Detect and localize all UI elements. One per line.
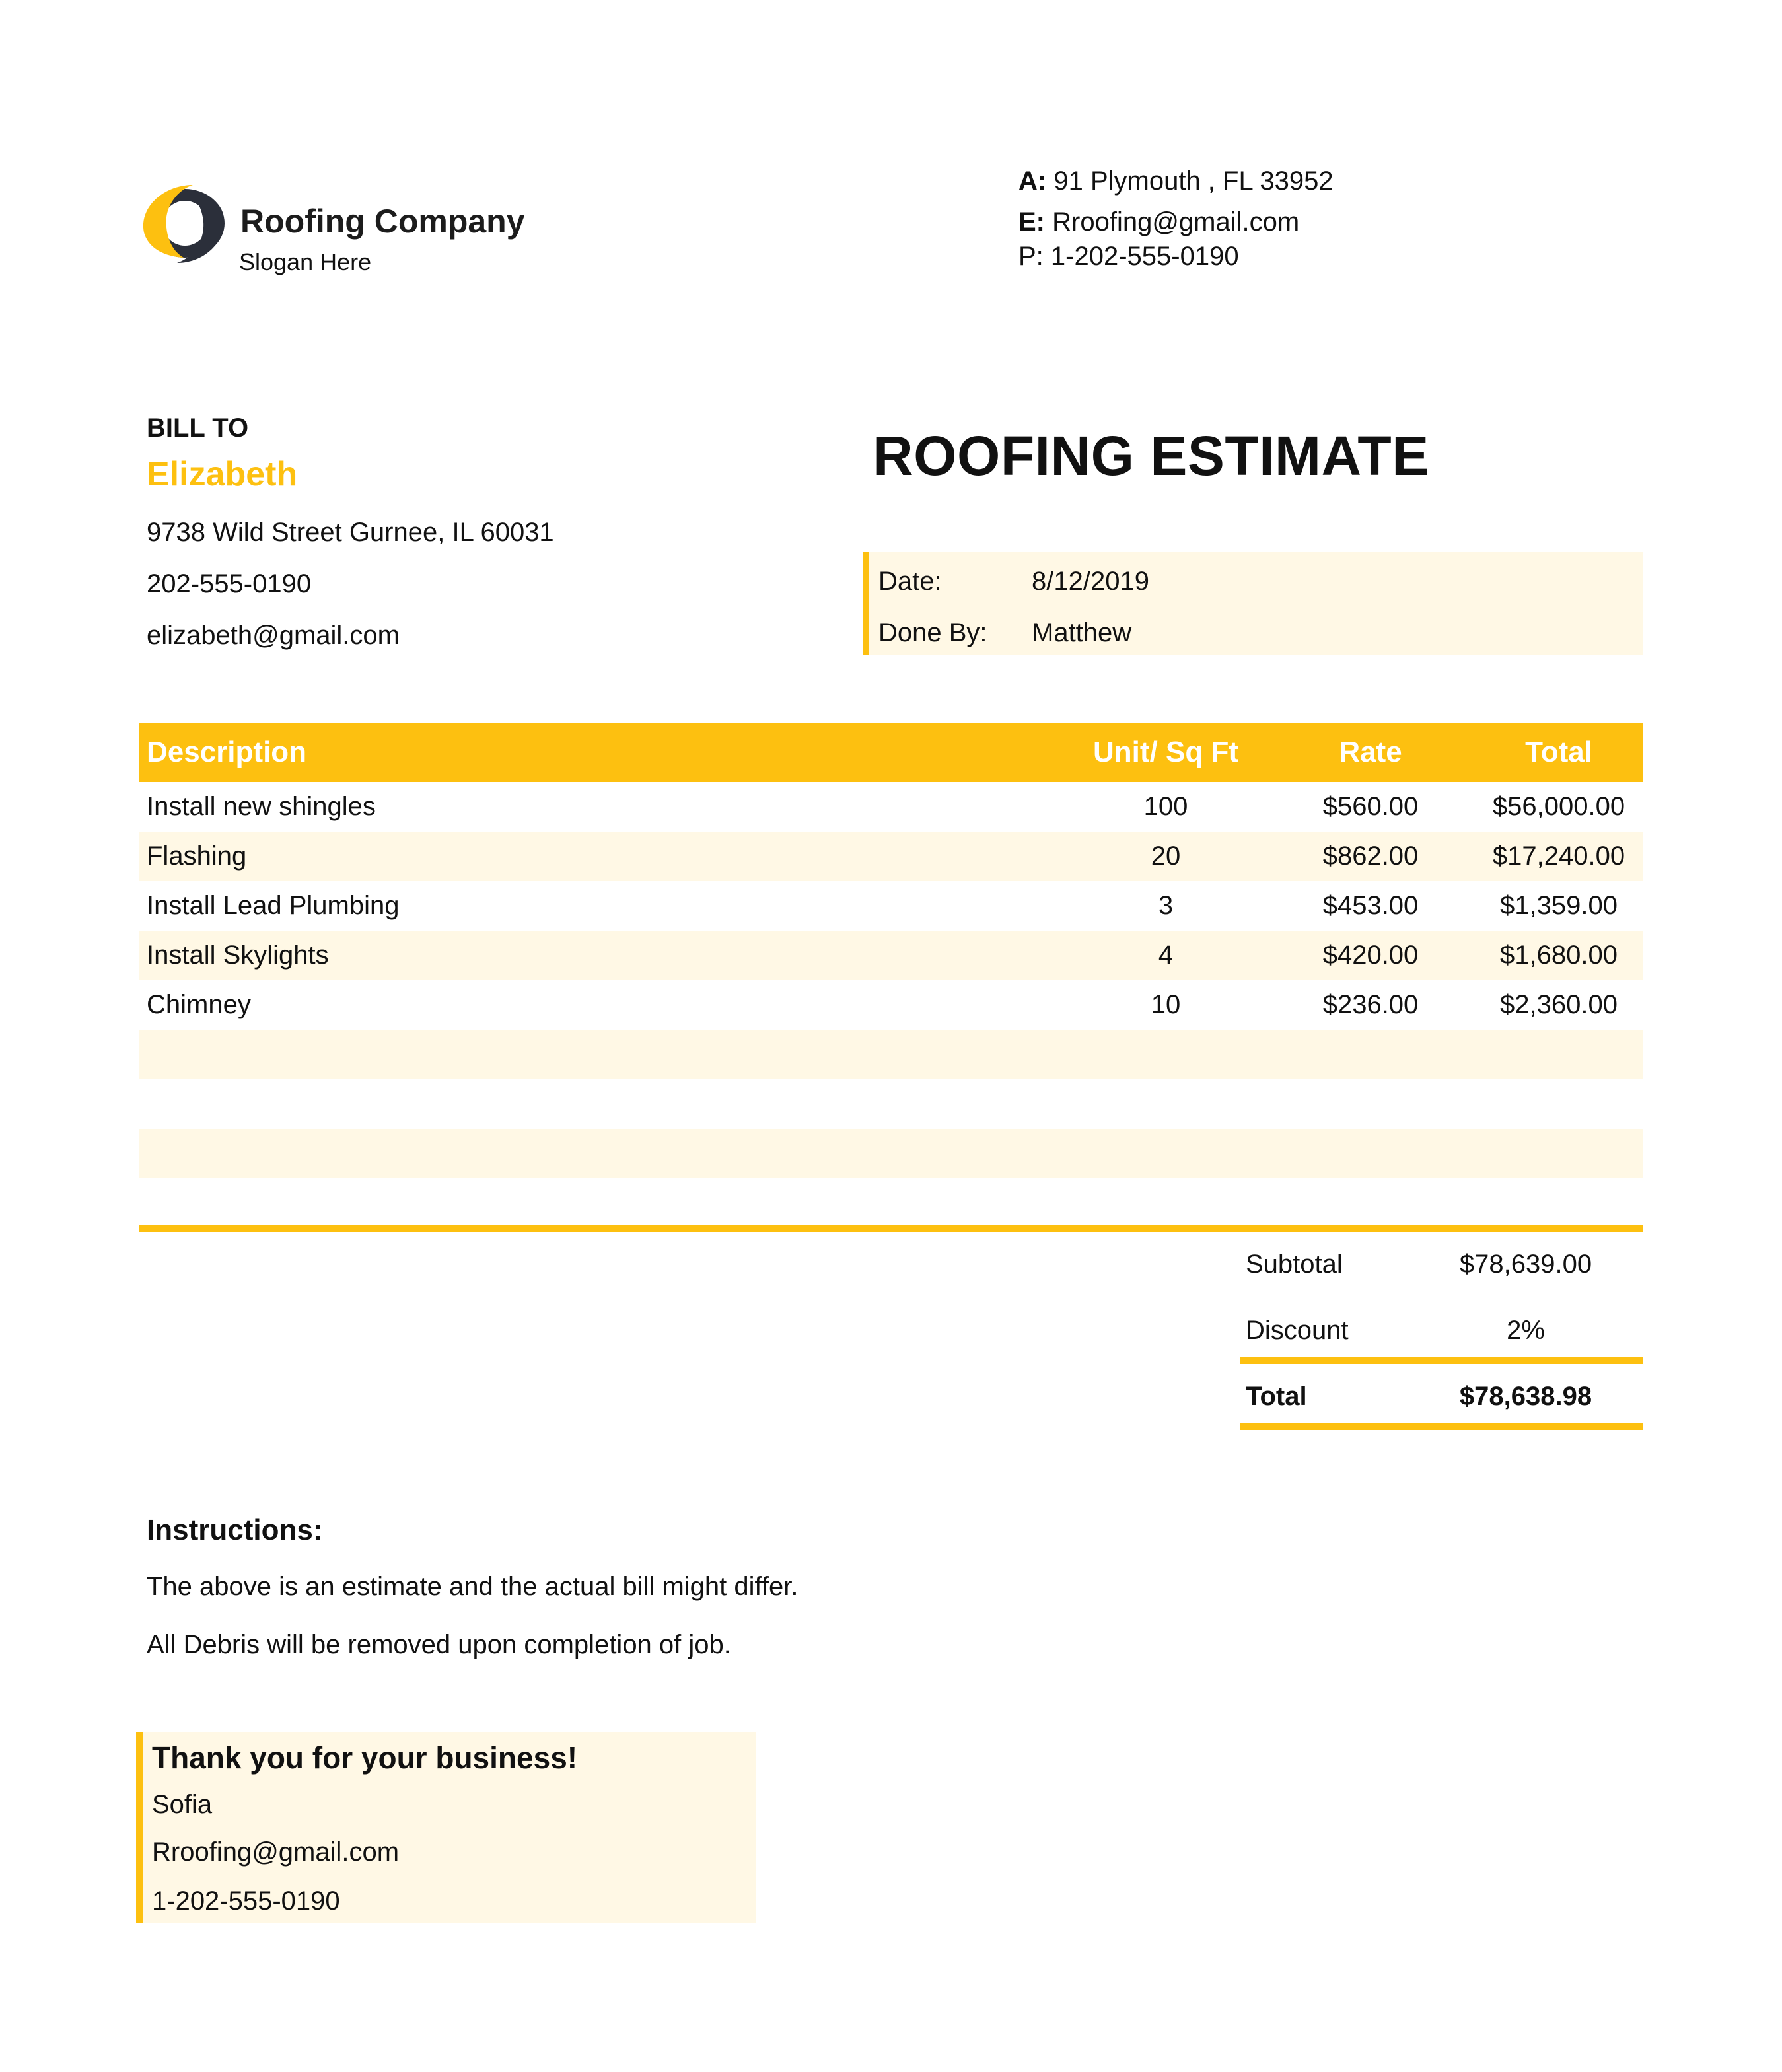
row-units: 20 — [1151, 841, 1181, 871]
instructions-heading: Instructions: — [147, 1514, 323, 1546]
row-rate: $420.00 — [1322, 941, 1419, 970]
row-description: Install Skylights — [147, 941, 329, 970]
company-email — [1018, 207, 1299, 237]
totals-bottom-rule — [1240, 1423, 1643, 1430]
company-address — [1018, 166, 1334, 196]
bill-to-heading: BILL TO — [147, 413, 249, 443]
company-phone: P: 1-202-555-0190 — [1018, 242, 1239, 271]
row-description: Install Lead Plumbing — [147, 891, 400, 920]
email-value: Rroofing@gmail.com — [1052, 207, 1300, 236]
row-units: 10 — [1151, 990, 1181, 1019]
row-units: 3 — [1158, 891, 1174, 920]
contact-phone: 1-202-555-0190 — [152, 1886, 340, 1915]
instruction-line: All Debris will be removed upon completion of job. — [147, 1630, 731, 1659]
row-units: 4 — [1158, 941, 1174, 970]
header-description: Description — [147, 736, 307, 768]
table-row-empty — [139, 1129, 1643, 1178]
address-value: 91 Plymouth , FL 33952 — [1053, 166, 1334, 196]
discount-value: 2% — [1507, 1316, 1545, 1345]
document-title: ROOFING ESTIMATE — [873, 425, 1429, 487]
discount-label: Discount — [1246, 1316, 1349, 1345]
instruction-line: The above is an estimate and the actual bill might differ. — [147, 1572, 799, 1601]
row-total: $56,000.00 — [1492, 792, 1625, 821]
totals-divider — [1240, 1357, 1643, 1364]
company-logo-icon — [137, 181, 230, 267]
date-value: 8/12/2019 — [1032, 567, 1149, 596]
row-total: $2,360.00 — [1500, 990, 1618, 1019]
table-header — [139, 723, 1643, 782]
date-label: Date: — [878, 567, 942, 596]
thank-you-heading: Thank you for your business! — [152, 1740, 578, 1775]
client-email: elizabeth@gmail.com — [147, 621, 400, 650]
table-row — [139, 881, 1643, 931]
done-by-value: Matthew — [1032, 618, 1132, 647]
client-address: 9738 Wild Street Gurnee, IL 60031 — [147, 518, 554, 547]
done-by-row — [878, 618, 1132, 648]
thank-you-box — [136, 1732, 756, 1923]
client-name: Elizabeth — [147, 455, 298, 493]
table-row — [139, 832, 1643, 881]
row-rate: $862.00 — [1322, 841, 1419, 871]
done-by-label: Done By: — [878, 618, 987, 647]
company-slogan: Slogan Here — [239, 248, 372, 275]
contact-name: Sofia — [152, 1790, 213, 1819]
total-value: $78,638.98 — [1459, 1382, 1592, 1411]
table-row — [139, 782, 1643, 832]
table-bottom-rule — [139, 1225, 1643, 1232]
row-description: Install new shingles — [147, 792, 376, 821]
row-units: 100 — [1143, 792, 1188, 821]
row-rate: $560.00 — [1322, 792, 1419, 821]
table-row-empty — [139, 1079, 1643, 1129]
line-items-table — [139, 723, 1643, 1178]
client-phone: 202-555-0190 — [147, 569, 312, 598]
date-row — [878, 567, 1149, 596]
row-description: Flashing — [147, 841, 247, 871]
row-rate: $236.00 — [1322, 990, 1419, 1019]
row-description: Chimney — [147, 990, 251, 1019]
header-rate: Rate — [1339, 736, 1402, 768]
header-units: Unit/ Sq Ft — [1093, 736, 1238, 768]
row-total: $17,240.00 — [1492, 841, 1625, 871]
address-label: A: — [1018, 166, 1047, 196]
subtotal-label: Subtotal — [1246, 1250, 1343, 1279]
row-total: $1,359.00 — [1500, 891, 1618, 920]
estimate-meta-box — [863, 552, 1643, 655]
contact-email: Rroofing@gmail.com — [152, 1838, 400, 1867]
email-label: E: — [1018, 207, 1045, 236]
table-row — [139, 931, 1643, 980]
table-row-empty — [139, 1030, 1643, 1079]
total-label: Total — [1246, 1382, 1307, 1411]
row-rate: $453.00 — [1322, 891, 1419, 920]
subtotal-value: $78,639.00 — [1459, 1250, 1592, 1279]
header-total: Total — [1525, 736, 1592, 768]
company-name: Roofing Company — [240, 203, 525, 240]
table-row — [139, 980, 1643, 1030]
row-total: $1,680.00 — [1500, 941, 1618, 970]
